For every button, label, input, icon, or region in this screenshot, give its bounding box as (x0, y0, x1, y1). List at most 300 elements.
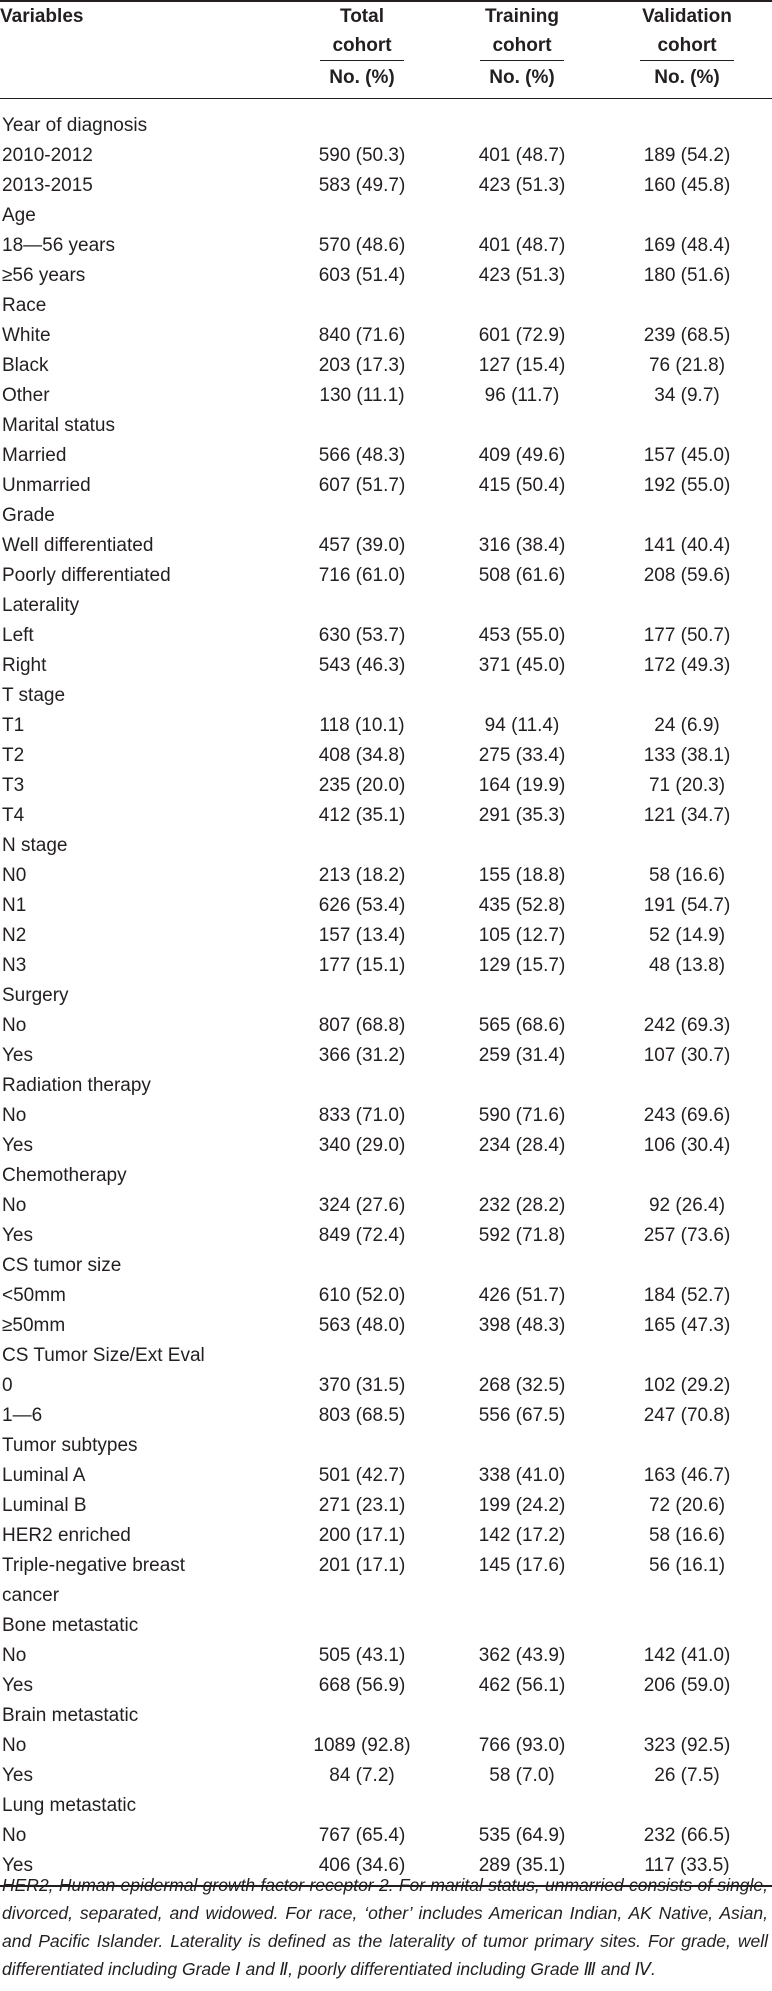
cell-total: 849 (72.4) (318, 1225, 406, 1246)
cell-validation: 133 (38.1) (643, 745, 731, 766)
row-label: 18—56 years (2, 235, 116, 256)
row-label: Unmarried (2, 475, 91, 496)
header-total-line1: Total (340, 6, 384, 27)
cell-training: 289 (35.1) (442, 1851, 602, 1886)
table-row (0, 711, 772, 741)
header-unit-training: No. (%) (442, 61, 602, 99)
row-label: HER2 enriched (2, 1525, 131, 1546)
cell-total: 406 (34.6) (282, 1851, 442, 1886)
table-row (0, 771, 772, 801)
cell-total (282, 681, 442, 711)
row-label: T4 (2, 805, 25, 826)
cell-training: 275 (33.4) (478, 745, 566, 766)
cell-training: 592 (71.8) (478, 1225, 566, 1246)
table-row (0, 1191, 772, 1221)
section-label: CS Tumor Size/Ext Eval (2, 1345, 205, 1366)
cell-validation: 142 (41.0) (643, 1645, 731, 1666)
header-training-cohort (442, 1, 602, 61)
cell-training (442, 1071, 602, 1101)
table-section-row (0, 981, 772, 1011)
cell-total: 505 (43.1) (318, 1645, 406, 1666)
table-section-row (0, 681, 772, 711)
cell-training: 556 (67.5) (478, 1405, 566, 1426)
cell-validation: 192 (55.0) (643, 475, 731, 496)
cell-total: 603 (51.4) (318, 265, 406, 286)
cell-total: 807 (68.8) (318, 1015, 406, 1036)
cell-validation (602, 201, 772, 231)
cell-training: 127 (15.4) (478, 355, 566, 376)
row-label: ≥50mm (2, 1315, 66, 1336)
cell-total (282, 1701, 442, 1731)
cell-total: 366 (31.2) (318, 1045, 406, 1066)
cell-training (442, 1431, 602, 1461)
row-label: Triple-negative breast cancer (2, 1555, 186, 1606)
cell-training: 316 (38.4) (478, 535, 566, 556)
cell-training: 401 (48.7) (478, 145, 566, 166)
table-section-row (0, 591, 772, 621)
row-label: Luminal A (2, 1465, 86, 1486)
cell-training: 362 (43.9) (478, 1645, 566, 1666)
section-label: Age (2, 205, 36, 226)
row-label: 2010-2012 (2, 145, 93, 166)
header-validation-cohort (602, 1, 772, 61)
table-row (0, 1401, 772, 1431)
cell-total (282, 981, 442, 1011)
cell-training: 105 (12.7) (478, 925, 566, 946)
row-label: White (2, 325, 51, 346)
cell-validation: 58 (16.6) (648, 1525, 726, 1546)
table-row (0, 1281, 772, 1311)
cell-training: 435 (52.8) (478, 895, 566, 916)
cell-training (442, 1791, 602, 1821)
row-label: Yes (2, 1045, 33, 1066)
section-label: Tumor subtypes (2, 1435, 138, 1456)
row-label: Yes (2, 1675, 33, 1696)
table-section-row (0, 99, 772, 142)
cell-total (282, 1251, 442, 1281)
cell-training: 234 (28.4) (478, 1135, 566, 1156)
cell-training: 453 (55.0) (478, 625, 566, 646)
cell-validation: 165 (47.3) (643, 1315, 731, 1336)
row-label: Married (2, 445, 67, 466)
cell-training (442, 411, 602, 441)
header-blank (0, 61, 282, 99)
cell-training: 268 (32.5) (478, 1375, 566, 1396)
table-header (0, 1, 772, 99)
cell-total: 803 (68.5) (318, 1405, 406, 1426)
cell-total: 340 (29.0) (318, 1135, 406, 1156)
table-section-row (0, 831, 772, 861)
row-label: Yes (2, 1765, 33, 1786)
cell-validation: 163 (46.7) (643, 1465, 731, 1486)
row-label: Other (2, 385, 50, 406)
header-validation-line1: Validation (642, 6, 732, 27)
table-row (0, 561, 772, 591)
table-row (0, 1641, 772, 1671)
cell-training (442, 1251, 602, 1281)
row-label: No (2, 1195, 27, 1216)
cell-total: 607 (51.7) (318, 475, 406, 496)
row-label: Luminal B (2, 1495, 87, 1516)
cell-validation: 102 (29.2) (643, 1375, 731, 1396)
cell-validation: 48 (13.8) (648, 955, 726, 976)
cell-total: 412 (35.1) (318, 805, 406, 826)
cell-total (282, 411, 442, 441)
table-row (0, 441, 772, 471)
cell-training: 423 (51.3) (478, 265, 566, 286)
cell-total (282, 501, 442, 531)
cell-total: 543 (46.3) (318, 655, 406, 676)
cell-total: 716 (61.0) (318, 565, 406, 586)
table-row (0, 141, 772, 171)
row-label: 2013-2015 (2, 175, 93, 196)
cell-validation: 34 (9.7) (654, 385, 720, 406)
row-label: T2 (2, 745, 25, 766)
cell-validation: 141 (40.4) (643, 535, 731, 556)
cell-total (282, 591, 442, 621)
row-label: No (2, 1735, 27, 1756)
cell-validation (602, 681, 772, 711)
cell-validation: 247 (70.8) (643, 1405, 731, 1426)
table-row (0, 351, 772, 381)
cell-validation: 242 (69.3) (643, 1015, 731, 1036)
cell-total (282, 831, 442, 861)
cell-total: 626 (53.4) (318, 895, 406, 916)
table-section-row (0, 1611, 772, 1641)
cell-total: 457 (39.0) (318, 535, 406, 556)
cell-validation: 206 (59.0) (643, 1675, 731, 1696)
cell-training (442, 1341, 602, 1371)
cell-training (442, 201, 602, 231)
cell-validation (602, 1611, 772, 1641)
cell-training: 590 (71.6) (478, 1105, 566, 1126)
row-label: Poorly differentiated (2, 565, 171, 586)
cell-training: 199 (24.2) (478, 1495, 566, 1516)
table-section-row (0, 1341, 772, 1371)
cell-validation (602, 1701, 772, 1731)
cell-validation: 56 (16.1) (648, 1555, 726, 1576)
row-label: <50mm (2, 1285, 66, 1306)
header-total-line2: cohort (332, 35, 392, 56)
cell-validation: 232 (66.5) (643, 1825, 731, 1846)
section-label: Lung metastatic (2, 1795, 137, 1816)
row-label: Black (2, 355, 49, 376)
cell-total (282, 291, 442, 321)
cell-total: 501 (42.7) (318, 1465, 406, 1486)
table-body (0, 99, 772, 1887)
table-row (0, 921, 772, 951)
cell-training: 426 (51.7) (478, 1285, 566, 1306)
cell-total (282, 1161, 442, 1191)
header-unit-total: No. (%) (282, 61, 442, 99)
table-row (0, 1491, 772, 1521)
cell-validation: 58 (16.6) (648, 865, 726, 886)
cell-training (442, 1611, 602, 1641)
table-row (0, 801, 772, 831)
row-label: Yes (0, 1851, 282, 1886)
cell-validation: 177 (50.7) (643, 625, 731, 646)
table-row (0, 861, 772, 891)
cell-validation (602, 831, 772, 861)
row-label: Left (2, 625, 34, 646)
cell-validation: 180 (51.6) (643, 265, 731, 286)
cell-validation: 191 (54.7) (643, 895, 731, 916)
table-row (0, 1521, 772, 1551)
cell-validation (602, 99, 772, 142)
header-training-line1: Training (485, 6, 559, 27)
cell-total: 235 (20.0) (318, 775, 406, 796)
cell-training: 291 (35.3) (478, 805, 566, 826)
cell-validation (602, 411, 772, 441)
cell-training: 565 (68.6) (478, 1015, 566, 1036)
section-label: Surgery (2, 985, 69, 1006)
table-row (0, 741, 772, 771)
table-section-row (0, 501, 772, 531)
row-label: ≥56 years (2, 265, 86, 286)
cell-total: 324 (27.6) (318, 1195, 406, 1216)
table-section-row (0, 1251, 772, 1281)
row-label: N2 (2, 925, 27, 946)
cell-validation: 160 (45.8) (643, 175, 731, 196)
table-row (0, 621, 772, 651)
cell-total: 833 (71.0) (318, 1105, 406, 1126)
cell-validation: 257 (73.6) (643, 1225, 731, 1246)
cell-total: 668 (56.9) (318, 1675, 406, 1696)
cell-total: 630 (53.7) (318, 625, 406, 646)
cell-total (282, 1341, 442, 1371)
cell-validation: 52 (14.9) (648, 925, 726, 946)
cell-validation: 72 (20.6) (648, 1495, 726, 1516)
cell-training: 142 (17.2) (478, 1525, 566, 1546)
table-row (0, 1101, 772, 1131)
section-label: T stage (2, 685, 66, 706)
section-label: Radiation therapy (2, 1075, 151, 1096)
cell-training: 164 (19.9) (478, 775, 566, 796)
row-label: N3 (2, 955, 27, 976)
table-section-row (0, 1791, 772, 1821)
table-row (0, 1821, 772, 1851)
cell-total: 610 (52.0) (318, 1285, 406, 1306)
row-label: No (2, 1645, 27, 1666)
table-row (0, 1731, 772, 1761)
cell-training: 145 (17.6) (478, 1555, 566, 1576)
header-unit-validation: No. (%) (602, 61, 772, 99)
cell-training: 415 (50.4) (478, 475, 566, 496)
cell-total (282, 1791, 442, 1821)
cell-training (442, 591, 602, 621)
header-training-line2: cohort (492, 35, 552, 56)
table-row (0, 1371, 772, 1401)
section-label: Chemotherapy (2, 1165, 127, 1186)
cell-total (282, 99, 442, 142)
cell-training (442, 291, 602, 321)
cell-training: 423 (51.3) (478, 175, 566, 196)
table-section-row (0, 1071, 772, 1101)
cell-validation (602, 1251, 772, 1281)
table-row (0, 261, 772, 291)
cell-total (282, 201, 442, 231)
cell-total: 200 (17.1) (318, 1525, 406, 1546)
table-row (0, 171, 772, 201)
cell-total: 118 (10.1) (319, 715, 405, 736)
row-label: T1 (2, 715, 25, 736)
cell-validation: 189 (54.2) (643, 145, 731, 166)
table-row (0, 651, 772, 681)
cell-total: 84 (7.2) (329, 1765, 395, 1786)
section-label: Grade (2, 505, 55, 526)
cell-training: 401 (48.7) (478, 235, 566, 256)
row-label: Right (2, 655, 47, 676)
cell-training: 94 (11.4) (484, 715, 560, 736)
cell-training (442, 981, 602, 1011)
cell-validation: 184 (52.7) (643, 1285, 731, 1306)
row-label: N1 (2, 895, 27, 916)
table-row (0, 1011, 772, 1041)
cell-validation (602, 1161, 772, 1191)
cell-training: 129 (15.7) (478, 955, 566, 976)
cell-validation (602, 1341, 772, 1371)
cell-training: 508 (61.6) (478, 565, 566, 586)
cell-total: 563 (48.0) (318, 1315, 406, 1336)
table-row (0, 1221, 772, 1251)
cell-training (442, 1161, 602, 1191)
header-total-cohort (282, 1, 442, 61)
section-label: Race (2, 295, 47, 316)
cell-total: 213 (18.2) (318, 865, 406, 886)
cell-validation (602, 1071, 772, 1101)
cell-validation: 106 (30.4) (643, 1135, 731, 1156)
table-row (0, 1311, 772, 1341)
section-label: Marital status (2, 415, 115, 436)
cell-total: 157 (13.4) (318, 925, 406, 946)
row-label: Yes (2, 1135, 33, 1156)
cell-total: 570 (48.6) (318, 235, 406, 256)
table-row (0, 471, 772, 501)
table-row (0, 891, 772, 921)
cell-validation: 76 (21.8) (648, 355, 726, 376)
cell-total: 840 (71.6) (318, 325, 406, 346)
cell-total: 408 (34.8) (318, 745, 406, 766)
cell-total: 130 (11.1) (319, 385, 405, 406)
cell-validation: 169 (48.4) (643, 235, 731, 256)
cell-training (442, 1701, 602, 1731)
cell-validation (602, 591, 772, 621)
cell-validation: 107 (30.7) (643, 1045, 731, 1066)
cell-total: 370 (31.5) (318, 1375, 406, 1396)
cell-total: 271 (23.1) (318, 1495, 406, 1516)
cell-validation: 24 (6.9) (654, 715, 720, 736)
cell-training: 462 (56.1) (478, 1675, 566, 1696)
cell-total (282, 1071, 442, 1101)
cell-training: 155 (18.8) (478, 865, 566, 886)
row-label: No (2, 1015, 27, 1036)
section-label: Brain metastatic (2, 1705, 139, 1726)
cell-training (442, 681, 602, 711)
cell-training: 58 (7.0) (489, 1765, 555, 1786)
cell-validation: 208 (59.6) (643, 565, 731, 586)
table-row (0, 321, 772, 351)
table-row (0, 1671, 772, 1701)
cell-total: 583 (49.7) (318, 175, 406, 196)
cell-training: 398 (48.3) (478, 1315, 566, 1336)
cell-total: 566 (48.3) (318, 445, 406, 466)
cell-validation (602, 1431, 772, 1461)
section-label: Year of diagnosis (2, 115, 148, 136)
table-section-row (0, 201, 772, 231)
cell-training: 232 (28.2) (478, 1195, 566, 1216)
table-row (0, 531, 772, 561)
table-section-row (0, 411, 772, 441)
table-row (0, 231, 772, 261)
cell-training: 535 (64.9) (478, 1825, 566, 1846)
row-label: 0 (2, 1375, 13, 1396)
cell-validation: 117 (33.5) (602, 1851, 772, 1886)
cell-validation: 71 (20.3) (648, 775, 726, 796)
cell-training: 601 (72.9) (478, 325, 566, 346)
section-label: Bone metastatic (2, 1615, 139, 1636)
cell-training (442, 99, 602, 142)
cell-total: 590 (50.3) (318, 145, 406, 166)
cell-validation: 323 (92.5) (643, 1735, 731, 1756)
header-variables: Variables (0, 1, 282, 61)
table-section-row (0, 1701, 772, 1731)
cell-training: 338 (41.0) (478, 1465, 566, 1486)
table-row (0, 1041, 772, 1071)
section-label: CS tumor size (2, 1255, 122, 1276)
table-row (0, 1131, 772, 1161)
row-label: No (2, 1825, 27, 1846)
cell-validation (602, 981, 772, 1011)
cell-total (282, 1611, 442, 1641)
cell-training: 96 (11.7) (484, 385, 560, 406)
cell-training: 259 (31.4) (478, 1045, 566, 1066)
row-label: No (2, 1105, 27, 1126)
table-row (0, 951, 772, 981)
table-section-row (0, 291, 772, 321)
header-validation-line2: cohort (657, 35, 717, 56)
table-row (0, 381, 772, 411)
cell-validation (602, 501, 772, 531)
table-section-row (0, 1431, 772, 1461)
row-label: Yes (2, 1225, 33, 1246)
table-section-row (0, 1161, 772, 1191)
cell-total (282, 1431, 442, 1461)
cell-validation (602, 291, 772, 321)
cell-validation: 121 (34.7) (643, 805, 731, 826)
cell-validation: 243 (69.6) (643, 1105, 731, 1126)
row-label: T3 (2, 775, 25, 796)
table-footnote: HER2, Human epidermal growth factor receptor 2. For marital status, unmarried consists of single, divorced, separated, and widowed. For race, ‘other’ includes American Indian, AK Native, Asian, and Pacific Islander. Laterality is defined as the laterality of tumor primary sites. For grade, well differentiated including Grade Ⅰ and Ⅱ, poorly differentiated including Grade Ⅲ and Ⅳ. (2, 1874, 768, 1979)
cell-training (442, 831, 602, 861)
row-label: 1—6 (2, 1405, 43, 1426)
cell-validation: 157 (45.0) (643, 445, 731, 466)
cell-total: 767 (65.4) (318, 1825, 406, 1846)
cell-validation: 239 (68.5) (643, 325, 731, 346)
section-label: Laterality (2, 595, 80, 616)
cell-validation: 172 (49.3) (643, 655, 731, 676)
cell-training: 371 (45.0) (478, 655, 566, 676)
cell-training: 409 (49.6) (478, 445, 566, 466)
cell-total: 203 (17.3) (318, 355, 406, 376)
table-row (0, 1761, 772, 1791)
cell-validation: 92 (26.4) (648, 1195, 726, 1216)
cell-training (442, 501, 602, 531)
row-label: N0 (2, 865, 27, 886)
cell-validation (602, 1791, 772, 1821)
row-label: Well differentiated (2, 535, 154, 556)
cell-validation: 26 (7.5) (654, 1765, 720, 1786)
cell-total: 177 (15.1) (318, 955, 406, 976)
